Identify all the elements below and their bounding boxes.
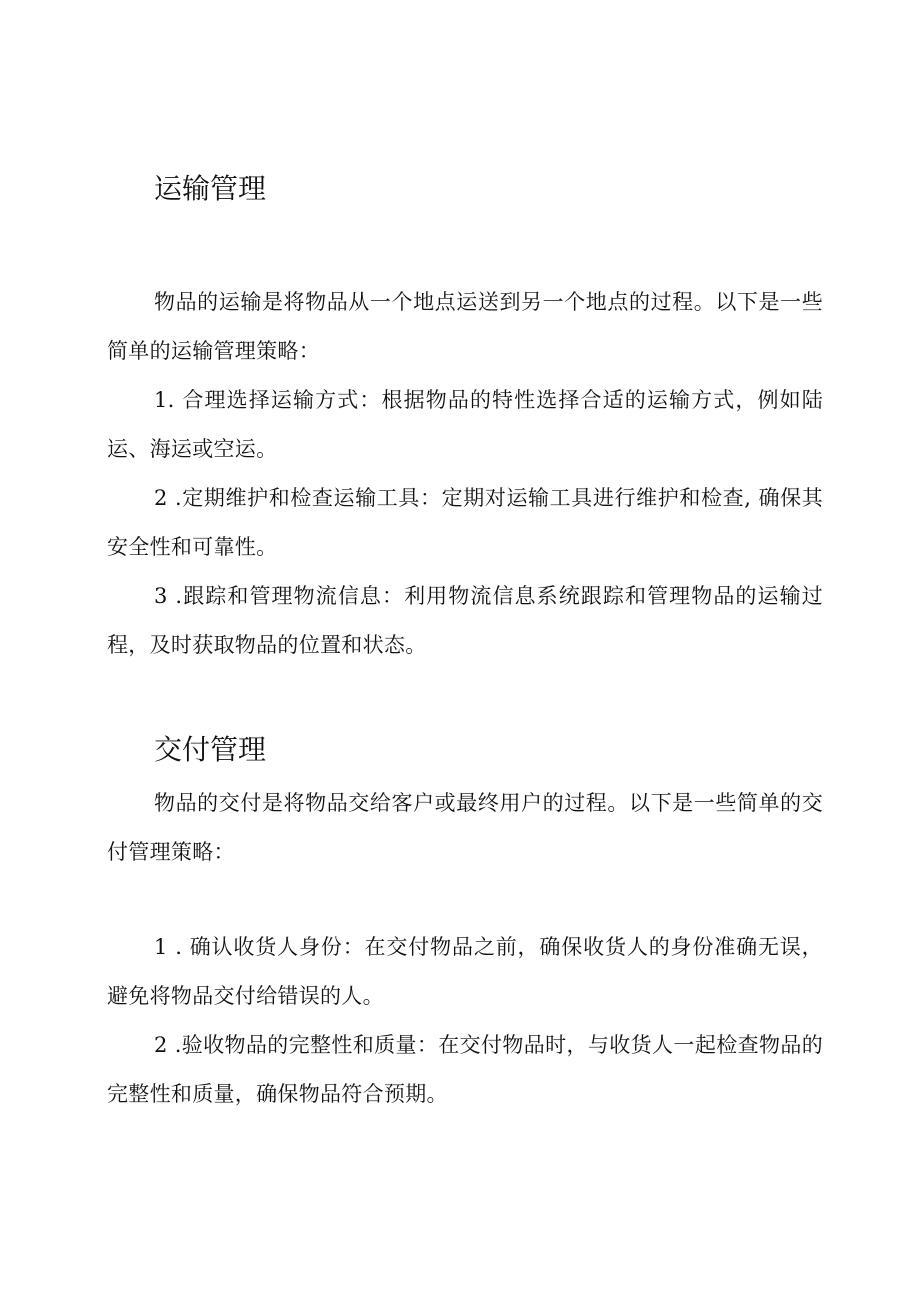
transport-intro-paragraph: 物品的运输是将物品从一个地点运送到另一个地点的过程。以下是一些简单的运输管理策略： (107, 290, 823, 363)
section-heading-transport: 运输管理 (154, 172, 267, 205)
transport-strategy-1: 1. 合理选择运输方式：根据物品的特性选择合适的运输方式，例如陆运、海运或空运。 (107, 388, 823, 461)
transport-strategy-3: 3 .跟踪和管理物流信息：利用物流信息系统跟踪和管理物品的运输过程，及时获取物品的位置和状态。 (107, 584, 823, 657)
delivery-intro-paragraph: 物品的交付是将物品交给客户或最终用户的过程。以下是一些简单的交付管理策略： (107, 791, 823, 864)
transport-strategy-2: 2 .定期维护和检查运输工具：定期对运输工具进行维护和检查, 确保其安全性和可靠性。 (107, 486, 823, 559)
delivery-strategy-2: 2 .验收物品的完整性和质量：在交付物品时，与收货人一起检查物品的完整性和质量，确保物品符合预期。 (107, 1033, 823, 1106)
delivery-strategy-1: 1 . 确认收货人身份：在交付物品之前，确保收货人的身份准确无误，避免将物品交付给错误的人。 (107, 935, 823, 1008)
section-heading-delivery: 交付管理 (154, 733, 267, 766)
